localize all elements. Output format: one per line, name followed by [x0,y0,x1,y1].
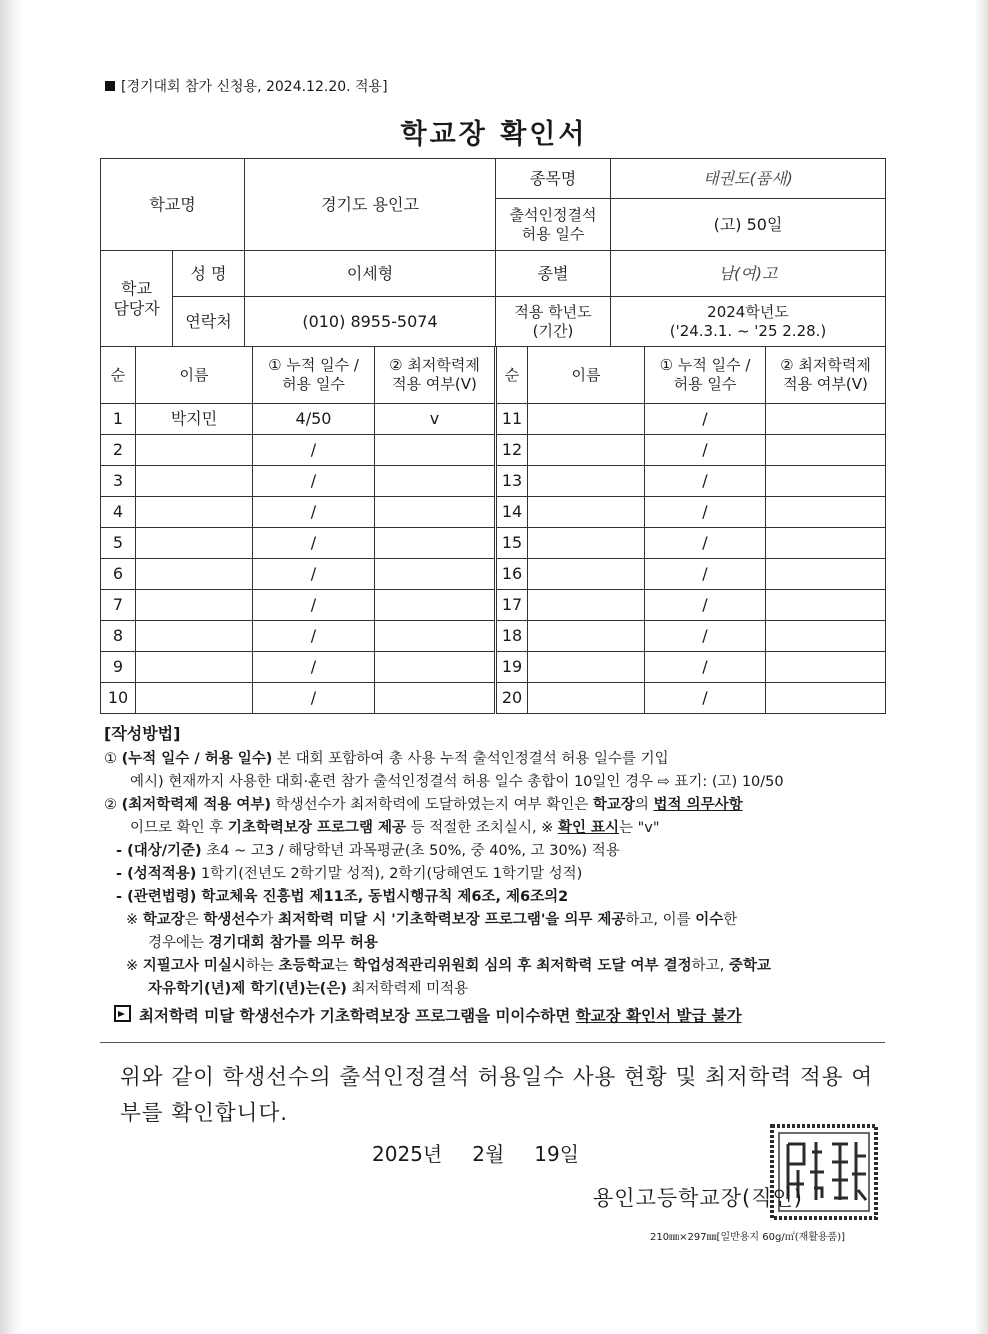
notice-line: 최저학력 미달 학생선수가 기초학력보장 프로그램을 미이수하면 학교장 확인서 발급 불가 [104,1005,894,1028]
header-min: ② 최저학력제 적용 여부(V) [766,347,886,404]
table-cell-name-l [136,652,253,683]
table-cell-check-l [375,559,496,590]
table-cell-days-r: / [645,683,766,714]
table-cell-check-r [766,621,886,652]
table-cell-check-r [766,652,886,683]
paper-spec: 210㎜×297㎜[일반용지 60g/㎡(재활용품)] [650,1232,846,1243]
table-cell-days-l: / [253,590,375,621]
table-row [101,652,886,683]
table-cell-days-l: / [253,466,375,497]
confirmation-text: 위와 같이 학생선수의 출석인정결석 허용일수 사용 현황 및 최저학력 적용 여부를 확인합니다. [120,1065,874,1126]
absence-days-value: (고) 50일 [611,199,886,251]
table-cell-name-l [136,497,253,528]
table-cell-name-l [136,466,253,497]
table-cell-check-r [766,497,886,528]
table-cell-check-l [375,435,496,466]
table-cell-no-l: 1 [101,404,136,435]
table-row [101,683,886,714]
issue-date: 2025년 2월 19일 [372,1142,580,1166]
table-cell-no-l: 9 [101,652,136,683]
table-cell-name-l [136,559,253,590]
header-no: 순 [101,347,136,404]
table-cell-days-l: / [253,528,375,559]
instruction-line: - (대상/기준) 초4 ~ 고3 / 해당학년 과목평균(초 50%, 중 40%, 고 30%) 적용 [116,843,620,859]
table-cell-no-r: 14 [496,497,528,528]
instruction-line: ② (최저학력제 적용 여부) 학생선수가 최저학력에 도달하였는지 여부 확인은 학교장의 법적 의무사항 [104,797,743,813]
table-cell-days-r: / [645,404,766,435]
header-no: 순 [496,347,528,404]
table-cell-name-l [136,683,253,714]
instructions [104,722,894,1028]
gender-value: 남(여)고 [611,251,886,297]
table-cell-name-r [528,528,645,559]
table-cell-no-l: 3 [101,466,136,497]
table-cell-days-l: / [253,435,375,466]
instruction-line: - (관련법령) 학교체육 진흥법 제11조, 동법시행규칙 제6조, 제6조의2 [116,889,569,905]
table-row [101,466,886,497]
table-cell-check-r [766,559,886,590]
table-cell-check-r [766,683,886,714]
table-header-row [101,347,886,404]
table-cell-name-r [528,590,645,621]
instruction-line: ※ 지필고사 미실시하는 초등학교는 학업성적관리위원회 심의 후 최저학력 도달 여부 결정하고, 중학교 [126,958,771,974]
instruction-line: ① (누적 일수 / 허용 일수) 본 대회 포함하여 총 사용 누적 출석인정결석 허용 일수를 기입 [104,751,669,767]
table-cell-name-r [528,683,645,714]
table-row [101,528,886,559]
table-cell-no-r: 13 [496,466,528,497]
school-label: 학교명 [101,159,245,251]
instruction-line: ※ 학교장은 학생선수가 최저학력 미달 시 '기초학력보장 프로그램'을 의무 제공하고, 이를 이수한 [126,912,738,928]
table-cell-name-r [528,466,645,497]
table-row [101,404,886,435]
table-cell-check-r [766,590,886,621]
document-title: 학교장 확인서 [400,119,588,150]
contact-label: 연락처 [173,297,245,347]
school-value: 경기도 용인고 [245,159,496,251]
staff-label: 학교 담당자 [101,251,173,347]
table-cell-name-r [528,497,645,528]
table-cell-no-r: 20 [496,683,528,714]
table-row [101,497,886,528]
absence-days-label: 출석인정결석 허용 일수 [496,199,611,251]
table-cell-no-r: 12 [496,435,528,466]
table-cell-days-r: / [645,621,766,652]
sport-label: 종목명 [496,159,611,199]
year-value: 2024학년도 ('24.3.1. ~ '25 2.28.) [611,297,886,347]
table-cell-no-l: 4 [101,497,136,528]
table-cell-name-r [528,559,645,590]
table-row [101,435,886,466]
header-name: 이름 [528,347,645,404]
table-cell-name-r [528,435,645,466]
table-cell-name-l: 박지민 [136,404,253,435]
table-cell-check-l: v [375,404,496,435]
header-note: [경기대회 참가 신청용, 2024.12.20. 적용] [105,76,388,96]
table-cell-days-l: / [253,559,375,590]
table-cell-check-r [766,404,886,435]
table-row [101,559,886,590]
sport-value: 태권도(품새) [611,159,886,199]
table-cell-no-l: 8 [101,621,136,652]
contact-value: (010) 8955-5074 [245,297,496,347]
table-cell-check-r [766,466,886,497]
table-cell-days-r: / [645,435,766,466]
instructions-heading: [작성방법] [104,724,181,743]
gender-label: 종별 [496,251,611,297]
table-cell-check-l [375,652,496,683]
table-cell-days-l: / [253,683,375,714]
table-cell-check-l [375,528,496,559]
table-cell-name-l [136,590,253,621]
student-table [100,346,886,714]
table-cell-days-r: / [645,590,766,621]
arrow-box-icon [114,1005,131,1022]
divider [100,1042,885,1043]
table-cell-check-l [375,683,496,714]
instruction-line: 자유학기(년)제 학기(년)는(은) 최저학력제 미적용 [148,981,469,997]
instruction-line: 이므로 확인 후 기초학력보장 프로그램 제공 등 적절한 조치실시, ※ 확인 표시는 "v" [130,820,660,836]
table-cell-days-r: / [645,528,766,559]
table-cell-no-l: 10 [101,683,136,714]
table-cell-no-r: 17 [496,590,528,621]
table-cell-check-r [766,528,886,559]
table-cell-days-l: / [253,652,375,683]
table-cell-days-r: / [645,497,766,528]
table-cell-no-r: 18 [496,621,528,652]
instruction-line: 경우에는 경기대회 참가를 의무 허용 [148,935,378,951]
table-cell-name-l [136,435,253,466]
header-days: ① 누적 일수 / 허용 일수 [645,347,766,404]
info-table [100,158,886,347]
square-bullet-icon [105,81,115,91]
header-days: ① 누적 일수 / 허용 일수 [253,347,375,404]
table-cell-days-r: / [645,652,766,683]
table-cell-name-r [528,404,645,435]
name-label: 성 명 [173,251,245,297]
name-value: 이세형 [245,251,496,297]
table-cell-no-r: 11 [496,404,528,435]
table-cell-name-l [136,528,253,559]
table-cell-no-l: 2 [101,435,136,466]
table-cell-name-l [136,621,253,652]
table-cell-days-l: 4/50 [253,404,375,435]
table-cell-no-l: 6 [101,559,136,590]
table-cell-no-l: 5 [101,528,136,559]
header-name: 이름 [136,347,253,404]
table-row [101,590,886,621]
table-cell-days-l: / [253,497,375,528]
principal-signature: 용인고등학교장(직인) [593,1186,803,1210]
table-cell-check-l [375,621,496,652]
table-cell-days-l: / [253,621,375,652]
table-cell-days-r: / [645,466,766,497]
table-cell-name-r [528,652,645,683]
header-min: ② 최저학력제 적용 여부(V) [375,347,496,404]
table-cell-no-r: 15 [496,528,528,559]
instruction-line: 예시) 현재까지 사용한 대회·훈련 참가 출석인정결석 허용 일수 총합이 10일인 경우 ⇨ 표기: (고) 10/50 [130,774,784,790]
table-cell-no-r: 16 [496,559,528,590]
table-cell-no-r: 19 [496,652,528,683]
table-cell-name-r [528,621,645,652]
table-cell-days-r: / [645,559,766,590]
instruction-line: - (성적적용) 1학기(전년도 2학기말 성적), 2학기(당해연도 1학기말 성적) [116,866,583,882]
table-row [101,621,886,652]
table-cell-no-l: 7 [101,590,136,621]
table-cell-check-l [375,590,496,621]
year-label: 적용 학년도 (기간) [496,297,611,347]
table-cell-check-l [375,466,496,497]
table-cell-check-l [375,497,496,528]
table-cell-check-r [766,435,886,466]
